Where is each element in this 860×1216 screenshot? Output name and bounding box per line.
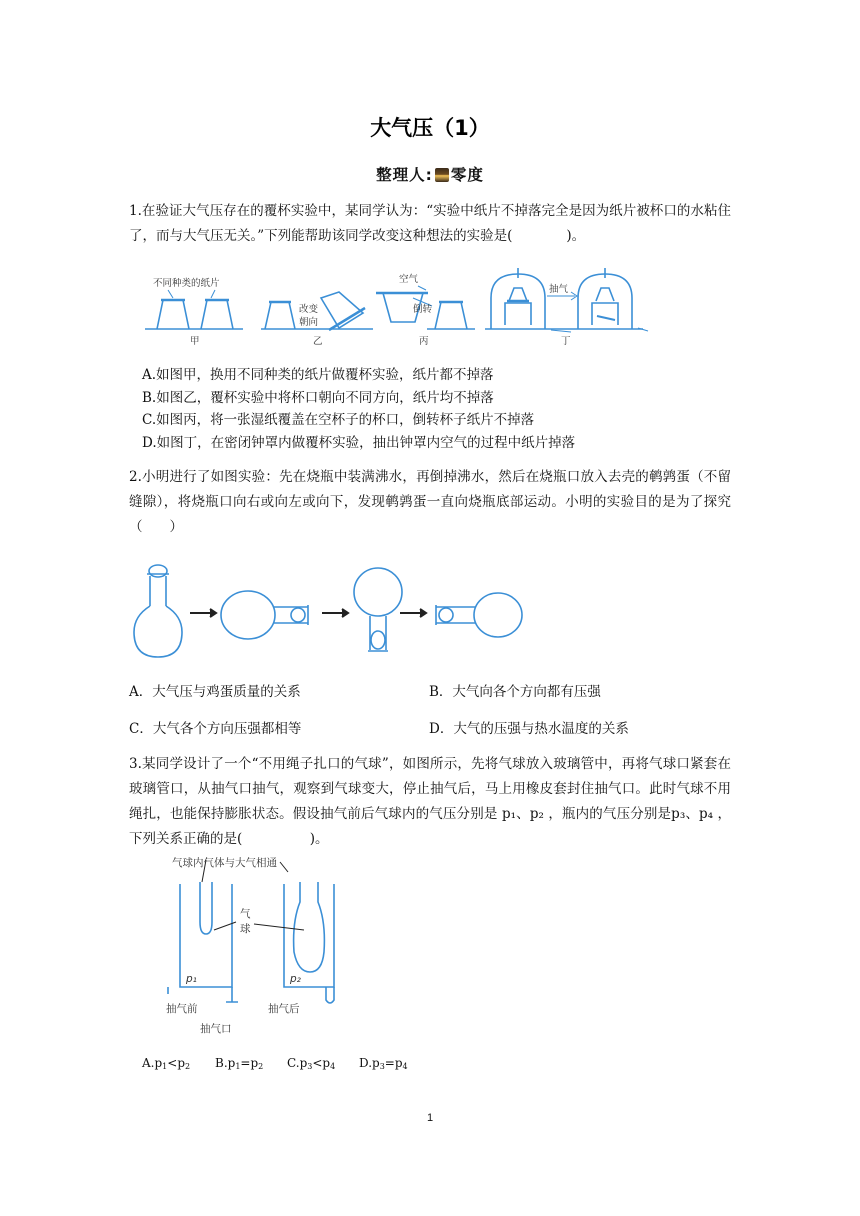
q3-balloon-after (294, 882, 325, 972)
q1-label-air: 空气 (399, 274, 419, 285)
q3-balloon-before (200, 882, 212, 934)
compiler-line (0, 163, 860, 185)
page-number: 1 (426, 1112, 434, 1124)
compiler-name: 零度 (450, 166, 484, 184)
q1-yi-cup1 (265, 302, 295, 329)
q3-label-balloon-2: 球 (240, 923, 251, 935)
q1-stem: 1.在验证大气压存在的覆杯实验中，某同学认为：“实验中纸片不掉落完全是因为纸片被杯口的水粘住了，而与大气压无关。”下列能帮助该同学改变这种想法的实验是( )。 (129, 203, 731, 244)
q1-ding-cup2 (596, 288, 614, 301)
q3-label-balloon-1: 气 (240, 908, 251, 920)
q1-label-bing: 丙 (419, 336, 429, 347)
q1-option-a[interactable]: A.如图甲，换用不同种类的纸片做覆杯实验，纸片都不掉落 (142, 367, 494, 383)
q1-jia-cup2 (201, 300, 233, 329)
compiler-label: 整理人: (376, 166, 433, 184)
q2-flask-4 (474, 593, 522, 637)
q3-p1: p₁ (501, 806, 517, 822)
q2-flask-3 (354, 568, 402, 616)
q1-option-d[interactable]: D.如图丁，在密闭钟罩内做覆杯实验，抽出钟罩内空气的过程中纸片掉落 (142, 434, 576, 451)
q2-egg-2 (291, 608, 305, 622)
q3-p2: p₂ (529, 806, 544, 822)
q1-label-yi: 乙 (313, 336, 323, 347)
q3-label-p1: p₁ (186, 973, 197, 985)
compiler-logo-icon (435, 168, 449, 182)
q1-option-c[interactable]: C.如图丙，将一张湿纸覆盖在空杯子的杯口，倒转杯子纸片不掉落 (142, 412, 535, 428)
q1-label-invert: 倒转 (413, 304, 433, 315)
page-title: 大气压（1） (370, 116, 490, 140)
q3-stem-main: 3.某同学设计了一个“不用绳子扎口的气球”，如图所示，先将气球放入玻璃管中，再将气球口紧套在玻璃管口，从抽气口抽气，观察到气球变大，停止抽气后，马上用橡皮套封住抽气口。此时气球不用绳扎，也能保持膨胀状态。假设抽气前后气球内的气压分别是 (129, 756, 731, 822)
q3-tail: ， 下列关系正确的是( )。 (129, 806, 732, 847)
q2-stem: 2.小明进行了如图实验：先在烧瓶中装满沸水，再倒掉沸水，然后在烧瓶口放入去壳的鹌鹑蛋（不留缝隙），将烧瓶口向右或向左或向下，发现鹌鹑蛋一直向烧瓶底部运动。小明的实验目的是为了探究（ ） (129, 469, 731, 535)
q1-label-pump: 抽气 (549, 284, 569, 295)
q2-option-d[interactable]: D．大气的压强与热水温度的关系 (429, 721, 629, 737)
q2-option-a[interactable]: A．大气压与鸡蛋质量的关系 (129, 684, 301, 700)
q3-label-outlet: 抽气口 (200, 1023, 232, 1035)
q2-egg-3 (371, 631, 385, 649)
q1-figure (143, 268, 651, 348)
q3-label-after: 抽气后 (268, 1003, 300, 1015)
q3-stem: 3.某同学设计了一个“不用绳子扎口的气球”，如图所示，先将气球放入玻璃管中，再将气球口紧套在玻璃管口，从抽气口抽气，观察到气球变大，停止抽气后，马上用橡皮套封住抽气口。此时气球不用绳扎，也能保持膨胀状态。假设抽气前后气球内的气压分别是 p₁、p₂ ，瓶内的气压分别是p₃、p₄ ， 下列关系正确的是( )。 (129, 756, 732, 847)
q1-option-b[interactable]: B.如图乙，覆杯实验中将杯口朝向不同方向，纸片均不掉落 (142, 389, 494, 406)
q3-bottle-text: ，瓶内的气压分别是 (548, 806, 672, 822)
q1-label-change: 改变 (299, 304, 319, 315)
q1-ding-belljar2 (578, 274, 632, 329)
q1-bing-cup2 (435, 302, 467, 329)
q1-label-jia: 甲 (190, 336, 200, 347)
q2-flask-2 (221, 591, 275, 639)
q1-jia-cup1 (157, 300, 189, 329)
q3-option-a[interactable]: $A.p_1<p_2$ (142, 1056, 191, 1071)
q3-p4: p₄ (699, 806, 714, 822)
q1-ding-cup1 (509, 288, 527, 301)
q2-egg-4 (439, 608, 453, 622)
q1-label-direction: 朝向 (299, 317, 319, 328)
q3-figure (164, 852, 386, 1040)
q3-label-top: 气球内气体与大气相通 (172, 857, 277, 869)
q2-option-c[interactable]: C．大气各个方向压强都相等 (129, 721, 302, 737)
q1-label-ding: 丁 (561, 336, 571, 347)
q3-option-b[interactable]: $B.p_1=p_2$ (215, 1056, 264, 1071)
q1-label-paper: 不同种类的纸片 (153, 278, 220, 289)
q3-tube-before (180, 884, 232, 987)
q3-option-d[interactable]: $D.p_3=p_4$ (359, 1056, 408, 1071)
q2-egg-1 (149, 565, 167, 577)
q2-option-b[interactable]: B．大气向各个方向都有压强 (429, 684, 601, 700)
q3-option-c[interactable]: $C.p_3<p_4$ (287, 1056, 336, 1071)
q3-label-before: 抽气前 (166, 1003, 198, 1015)
q2-figure (132, 562, 532, 664)
q2-flask-1 (134, 606, 182, 657)
q3-label-p2: p₂ (290, 973, 301, 985)
q3-p3: p₃ (671, 806, 686, 822)
